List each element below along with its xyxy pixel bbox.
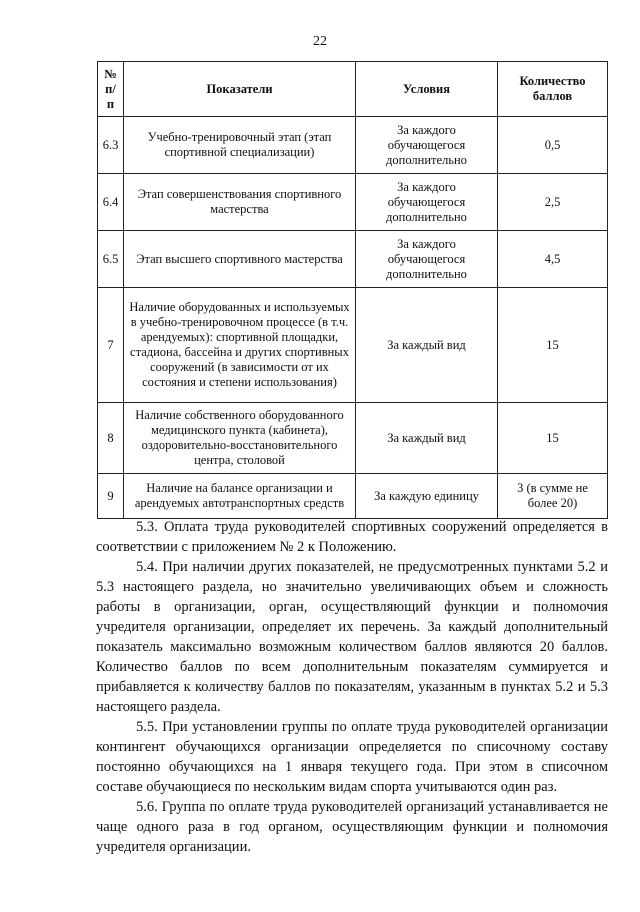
paragraph-5-3: 5.3. Оплата труда руководителей спортивных сооружений определяется в соответствии с приложением № 2 к Положению.: [96, 519, 608, 555]
table-row: [98, 231, 608, 288]
row-indicator: Учебно-тренировочный этап (этап спортивной специализации): [124, 117, 356, 174]
row-num: 6.4: [98, 174, 124, 231]
row-conditions: За каждый вид: [356, 288, 498, 403]
table-row: [98, 288, 608, 403]
row-indicator: Этап высшего спортивного мастерства: [124, 231, 356, 288]
page-number: 22: [313, 34, 327, 49]
header-indicator: Показатели: [124, 62, 356, 117]
header-conditions: Условия: [356, 62, 498, 117]
paragraph-5-6: 5.6. Группа по оплате труда руководителей организаций устанавливается не чаще одного раза в год органом, осуществляющим функции и полномочия учредителя организации.: [96, 799, 608, 855]
row-indicator: Этап совершенствования спортивного мастерства: [124, 174, 356, 231]
table-row: [98, 403, 608, 474]
row-indicator: Наличие на балансе организации и арендуемых автотранспортных средств: [124, 474, 356, 519]
row-score: 15: [498, 403, 608, 474]
row-score: 3 (в сумме не более 20): [498, 474, 608, 519]
header-num: № п/п: [98, 62, 124, 117]
row-num: 8: [98, 403, 124, 474]
row-score: 0,5: [498, 117, 608, 174]
row-num: 9: [98, 474, 124, 519]
table-row: [98, 117, 608, 174]
row-score: 15: [498, 288, 608, 403]
row-conditions: За каждый вид: [356, 403, 498, 474]
row-conditions: За каждую единицу: [356, 474, 498, 519]
row-conditions: За каждого обучающегося дополнительно: [356, 231, 498, 288]
row-score: 4,5: [498, 231, 608, 288]
paragraph-5-5: 5.5. При установлении группы по оплате труда руководителей организации контингент обучающихся организации определяется по списочному составу постоянно обучающихся на 1 января текущего года. При этом в списочном составе обучающиеся по нескольким видам спорта учитываются один раз.: [96, 719, 608, 795]
table-row: [98, 174, 608, 231]
paragraph-5-4: 5.4. При наличии других показателей, не предусмотренных пунктами 5.2 и 5.3 настоящего раздела, но значительно увеличивающих объем и сложность работы в организации, орган, осуществляющий функции и полномочия учредителя организации, определяет их перечень. За каждый дополнительный показатель максимально возможным количеством баллов являются 20 баллов. Количество баллов по всем дополнительным показателям суммируется и прибавляется к количеству баллов по показателям, указанным в пунктах 5.2 и 5.3 настоящего раздела.: [96, 559, 608, 715]
row-num: 6.5: [98, 231, 124, 288]
table-row: [98, 474, 608, 519]
table-header-row: [98, 62, 608, 117]
row-conditions: За каждого обучающегося дополнительно: [356, 117, 498, 174]
row-num: 7: [98, 288, 124, 403]
row-indicator: Наличие оборудованных и используемых в учебно-тренировочном процессе (в т.ч. арендуемых): спортивной площадки, стадиона, бассейна и других спортивных сооружений (в зависимости от их состояния и степени использования): [124, 288, 356, 403]
row-score: 2,5: [498, 174, 608, 231]
row-conditions: За каждого обучающегося дополнительно: [356, 174, 498, 231]
body-text: [96, 517, 608, 857]
row-indicator: Наличие собственного оборудованного медицинского пункта (кабинета), оздоровительно-восстановительного центра, столовой: [124, 403, 356, 474]
header-score: Количество баллов: [498, 62, 608, 117]
row-num: 6.3: [98, 117, 124, 174]
score-table: [97, 61, 608, 519]
